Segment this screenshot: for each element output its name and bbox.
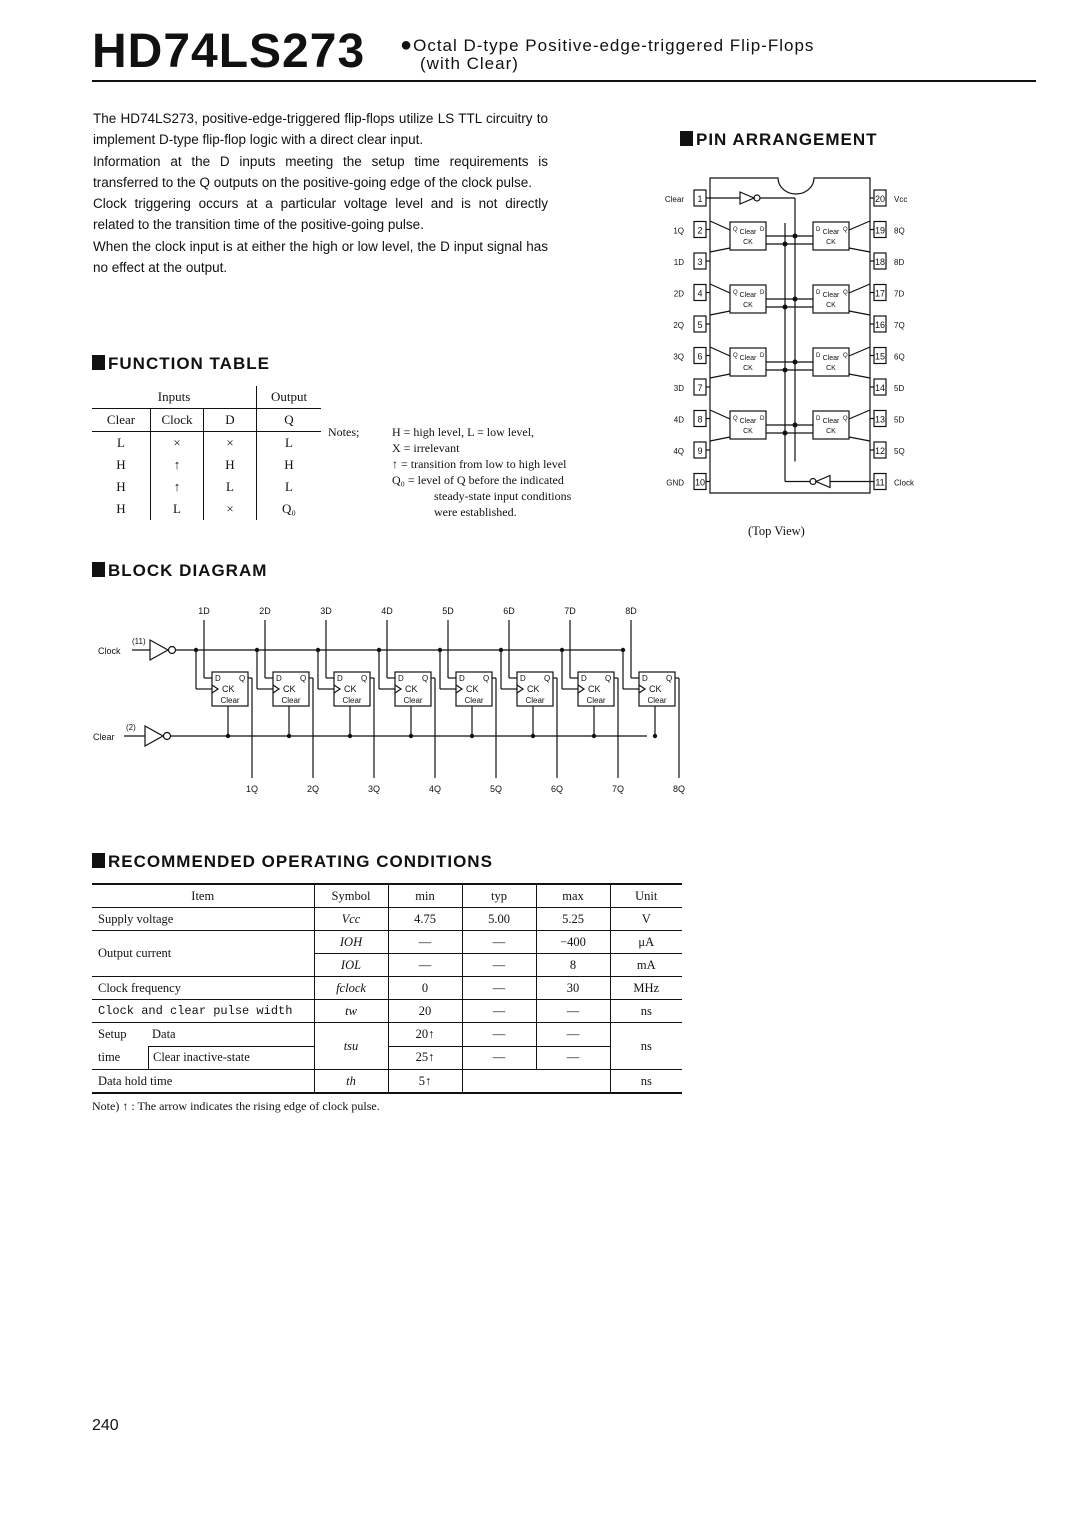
junction-dot <box>409 734 413 738</box>
function-table <box>92 386 321 520</box>
intro-paragraph: The HD74LS273, positive-edge-triggered flip-flops utilize LS TTL circuitry to implement D-type flip-flop logic with a direct clear input. <box>93 111 548 148</box>
junction-dot <box>255 648 259 652</box>
block-diagram-heading: BLOCK DIAGRAM <box>92 561 267 581</box>
ff-ck-label: CK <box>466 684 479 694</box>
pin-number: 13 <box>874 414 886 425</box>
svg-text:Q: Q <box>733 227 738 233</box>
ff-d-label: D <box>398 674 404 683</box>
setup-sub-data: Data <box>152 1026 176 1041</box>
junction-dot <box>348 734 352 738</box>
svg-text:Clear: Clear <box>822 418 840 425</box>
svg-text:Clear: Clear <box>739 355 757 362</box>
note-line: were established. <box>434 505 517 519</box>
pin-name: 4D <box>673 415 684 425</box>
table-row: H ↑ L L <box>92 476 321 498</box>
ff-d-label: D <box>581 674 587 683</box>
column-header: D <box>204 409 257 432</box>
pin-arrangement-heading: PIN ARRANGEMENT <box>680 130 878 150</box>
flip-flop-stage <box>194 606 258 794</box>
junction-dot <box>194 648 198 652</box>
pin-name: 2Q <box>673 321 684 330</box>
q-output-label: 5Q <box>489 784 503 794</box>
d-wire <box>710 248 730 252</box>
q-wire <box>710 221 730 230</box>
output-group-header: Output <box>257 386 322 409</box>
header-rule <box>92 80 1036 82</box>
note-line: H = high level, L = low level, <box>392 425 535 439</box>
table-row: Clock frequency fclock 0 — 30 MHz <box>92 977 682 1000</box>
pin-number: 16 <box>874 320 886 330</box>
pin-name: 6Q <box>894 352 905 362</box>
intro-text <box>93 108 548 278</box>
svg-text:Q: Q <box>843 416 848 422</box>
svg-text:D: D <box>760 290 765 296</box>
note-line: Q₀ = level of Q before the indicated <box>392 473 564 487</box>
ff-q-label: Q <box>422 674 429 683</box>
d-input-label: 7D <box>564 606 576 616</box>
flip-flop <box>813 222 849 250</box>
ff-ck-label: CK <box>649 684 662 694</box>
q-output-label: 2Q <box>306 784 320 794</box>
ff-d-label: D <box>642 674 648 683</box>
junction-dot <box>793 297 798 302</box>
junction-dot <box>560 648 564 652</box>
pin-name: 5Q <box>894 447 905 456</box>
d-wire <box>849 437 870 441</box>
d-input-label: 8D <box>625 606 637 616</box>
intro-paragraph: Information at the D inputs meeting the setup time requirements is transferred to the Q outputs on the positive-going edge of the clock pulse. <box>93 153 548 190</box>
note-line: ↑ = transition from low to high level <box>392 457 567 471</box>
q-output-label: 1Q <box>245 784 259 794</box>
ff-ck-label: CK <box>222 684 235 694</box>
q-output-label: 4Q <box>428 784 442 794</box>
junction-dot <box>653 734 657 738</box>
clock-edge-icon <box>639 685 645 693</box>
d-wire <box>710 437 730 441</box>
square-bullet-icon <box>680 131 693 146</box>
pin-number: 18 <box>874 257 886 267</box>
pin-number: 5 <box>697 320 703 330</box>
column-header: Symbol <box>314 884 388 908</box>
ff-clear-label: Clear <box>525 696 545 705</box>
clock-label: Clock <box>98 646 121 656</box>
flip-flop-stage <box>621 606 685 794</box>
junction-dot <box>499 648 503 652</box>
svg-text:D: D <box>816 416 821 422</box>
pin-number: 1 <box>697 194 703 204</box>
d-wire <box>849 311 870 315</box>
clock-edge-icon <box>212 685 218 693</box>
ff-clear-label: Clear <box>403 696 423 705</box>
bullet-icon: ● <box>400 34 414 56</box>
ff-q-label: Q <box>605 674 612 683</box>
svg-text:Clear: Clear <box>822 355 840 362</box>
q-wire <box>710 284 730 293</box>
flip-flop <box>730 285 766 313</box>
ff-q-label: Q <box>300 674 307 683</box>
svg-text:Q: Q <box>843 290 848 296</box>
d-input-label: 1D <box>198 606 210 616</box>
svg-text:Q: Q <box>843 227 848 233</box>
pin-number: 8 <box>697 414 703 425</box>
function-table-heading: FUNCTION TABLE <box>92 354 270 374</box>
table-row: Output current IOH — — −400 μA <box>92 931 682 954</box>
svg-text:CK: CK <box>743 428 753 435</box>
q-wire <box>710 410 730 419</box>
svg-text:Clear: Clear <box>822 229 840 236</box>
pin-name: 3Q <box>673 352 684 362</box>
column-header: Unit <box>635 888 658 903</box>
table-note: Note) ↑ : The arrow indicates the rising edge of clock pulse. <box>92 1099 380 1113</box>
square-bullet-icon <box>92 853 105 868</box>
pin-number: 12 <box>874 446 886 456</box>
flip-flop-stage <box>560 606 624 794</box>
junction-dot <box>793 234 798 239</box>
pin-name: GND <box>666 478 684 488</box>
column-header: max <box>536 884 610 908</box>
pin-name: 5D <box>894 415 905 425</box>
junction-dot <box>226 734 230 738</box>
ff-ck-label: CK <box>344 684 357 694</box>
pin-number: 20 <box>874 194 886 204</box>
svg-text:Q: Q <box>843 353 848 359</box>
svg-text:Q: Q <box>733 416 738 422</box>
svg-text:D: D <box>760 227 765 233</box>
q-output-label: 7Q <box>611 784 625 794</box>
clock-edge-icon <box>578 685 584 693</box>
ff-clear-label: Clear <box>220 696 240 705</box>
junction-dot <box>316 648 320 652</box>
pin-name: 1D <box>673 258 684 267</box>
pin-number: 3 <box>697 257 703 267</box>
pin-name: 8Q <box>894 226 905 236</box>
notes-label: Notes; <box>328 425 360 439</box>
table-row: Setup time Data Clear inactive-state tsu 20↑ — — ns <box>92 1023 682 1047</box>
d-wire <box>849 248 870 252</box>
note-line: steady-state input conditions <box>434 489 572 503</box>
q-wire <box>710 347 730 356</box>
table-row: H L × Q₀ <box>92 498 321 520</box>
ff-clear-label: Clear <box>342 696 362 705</box>
ff-ck-label: CK <box>527 684 540 694</box>
svg-text:Clear: Clear <box>739 229 757 236</box>
svg-text:Clear: Clear <box>739 418 757 425</box>
svg-text:CK: CK <box>826 428 836 435</box>
operating-conditions-heading: RECOMMENDED OPERATING CONDITIONS <box>92 852 493 872</box>
ff-clear-label: Clear <box>647 696 667 705</box>
svg-text:D: D <box>816 227 821 233</box>
q-wire <box>849 221 870 230</box>
q-wire <box>849 347 870 356</box>
clock-edge-icon <box>517 685 523 693</box>
svg-text:CK: CK <box>743 365 753 372</box>
clock-edge-icon <box>395 685 401 693</box>
pin-number: 2 <box>697 225 703 236</box>
ff-clear-label: Clear <box>586 696 606 705</box>
intro-paragraph: When the clock input is at either the high or low level, the D input signal has no effect at the output. <box>93 238 548 276</box>
package-body <box>710 178 870 493</box>
flip-flop <box>730 348 766 376</box>
ff-ck-label: CK <box>588 684 601 694</box>
junction-dot <box>438 648 442 652</box>
column-header: Clear <box>92 409 151 432</box>
table-row: IOL — — 8 mA <box>92 954 682 977</box>
clear-buffer-icon <box>145 726 163 746</box>
flip-flop-stage <box>316 606 380 794</box>
d-wire <box>710 374 730 378</box>
operating-conditions-table <box>92 883 682 1094</box>
flip-flop <box>813 348 849 376</box>
junction-dot <box>377 648 381 652</box>
square-bullet-icon <box>92 355 105 370</box>
clear-pin-number: (2) <box>126 723 136 732</box>
ff-clear-label: Clear <box>281 696 301 705</box>
pin-name: 4Q <box>673 447 684 456</box>
d-input-label: 2D <box>259 606 271 616</box>
table-row: H ↑ H H <box>92 454 321 476</box>
q-output-label: 3Q <box>367 784 381 794</box>
pin-name: 8D <box>894 258 905 267</box>
flip-flop <box>813 411 849 439</box>
setup-sub-clear: Clear inactive-state <box>148 1046 314 1070</box>
column-header: typ <box>462 884 536 908</box>
block-diagram <box>90 600 700 800</box>
table-row: Clock and clear pulse width tw 20 — — ns <box>92 1000 682 1023</box>
flip-flop-stage <box>255 606 319 794</box>
ff-d-label: D <box>337 674 343 683</box>
pin-number: 10 <box>694 477 706 488</box>
pin-number: 17 <box>874 288 886 299</box>
svg-text:CK: CK <box>826 365 836 372</box>
flip-flop-stage <box>377 606 441 794</box>
table-row: 25↑ — — <box>92 1046 682 1070</box>
ff-q-label: Q <box>666 674 673 683</box>
svg-text:D: D <box>760 416 765 422</box>
pin-name: 2D <box>673 289 684 299</box>
svg-text:CK: CK <box>826 302 836 309</box>
square-bullet-icon <box>92 562 105 577</box>
pin-number: 15 <box>874 351 886 362</box>
column-header: min <box>388 884 462 908</box>
d-input-label: 4D <box>381 606 393 616</box>
d-wire <box>710 311 730 315</box>
ff-q-label: Q <box>483 674 490 683</box>
d-wire <box>849 374 870 378</box>
q-wire <box>849 410 870 419</box>
svg-text:Q: Q <box>733 290 738 296</box>
pin-name: 3D <box>673 384 684 393</box>
column-header: Q <box>284 412 294 427</box>
header-row <box>92 884 682 908</box>
ff-ck-label: CK <box>283 684 296 694</box>
inverter-icon <box>816 476 830 488</box>
pin-name: 1Q <box>673 226 684 236</box>
column-header: Clock <box>151 409 204 432</box>
junction-dot <box>621 648 625 652</box>
ff-q-label: Q <box>544 674 551 683</box>
flip-flop <box>730 222 766 250</box>
ff-d-label: D <box>215 674 221 683</box>
ff-q-label: Q <box>239 674 246 683</box>
junction-dot <box>592 734 596 738</box>
table-row: L × × L <box>92 432 321 455</box>
junction-dot <box>793 423 798 428</box>
d-input-label: 5D <box>442 606 454 616</box>
pin-number: 4 <box>697 288 703 299</box>
table-row: Supply voltage Vcc 4.75 5.00 5.25 V <box>92 908 682 931</box>
ff-d-label: D <box>276 674 282 683</box>
flip-flop-stage <box>438 606 502 794</box>
page-subtitle <box>400 36 814 73</box>
d-input-label: 6D <box>503 606 515 616</box>
intro-paragraph: Clock triggering occurs at a particular voltage level and is not directly related to the transition time of the positive-going pulse. <box>93 196 548 233</box>
subtitle-line1: Octal D-type Positive-edge-triggered Flip-Flops <box>413 36 815 55</box>
ff-d-label: D <box>520 674 526 683</box>
svg-text:D: D <box>760 353 765 359</box>
table-row: Data hold time th 5↑ ns <box>92 1070 682 1094</box>
note-line: X = irrelevant <box>392 441 460 455</box>
clock-edge-icon <box>273 685 279 693</box>
column-header: Item <box>92 884 314 908</box>
clock-pin-number: (11) <box>132 637 146 646</box>
svg-text:Clear: Clear <box>739 292 757 299</box>
q-wire <box>849 284 870 293</box>
q-output-label: 6Q <box>550 784 564 794</box>
pin-number: 19 <box>874 225 886 236</box>
pin-number: 14 <box>874 383 886 393</box>
q-output-label: 8Q <box>672 784 686 794</box>
pin-arrangement-diagram <box>650 168 930 508</box>
junction-dot <box>470 734 474 738</box>
pin-number: 11 <box>875 477 885 488</box>
junction-dot <box>287 734 291 738</box>
svg-text:D: D <box>816 290 821 296</box>
svg-text:Clear: Clear <box>822 292 840 299</box>
flip-flop <box>730 411 766 439</box>
subtitle-line2: (with Clear) <box>420 54 519 73</box>
pin-name: 5D <box>894 384 905 393</box>
svg-text:Q: Q <box>733 353 738 359</box>
d-input-label: 3D <box>320 606 332 616</box>
page-number: 240 <box>92 1417 119 1434</box>
pin-number: 9 <box>697 446 703 456</box>
flip-flop <box>813 285 849 313</box>
clock-edge-icon <box>334 685 340 693</box>
ff-clear-label: Clear <box>464 696 484 705</box>
ff-q-label: Q <box>361 674 368 683</box>
inversion-bubble <box>164 733 171 740</box>
pin-name: Vcc <box>894 195 908 204</box>
top-view-caption: (Top View) <box>748 524 805 538</box>
junction-dot <box>531 734 535 738</box>
junction-dot <box>793 360 798 365</box>
svg-text:CK: CK <box>743 302 753 309</box>
pin-name: 7Q <box>894 321 905 330</box>
clock-edge-icon <box>456 685 462 693</box>
ff-d-label: D <box>459 674 465 683</box>
pin-number: 6 <box>697 351 703 362</box>
svg-text:CK: CK <box>826 239 836 246</box>
pin-name: 7D <box>894 289 905 299</box>
inversion-bubble <box>169 647 176 654</box>
pin-name: Clear <box>664 195 684 204</box>
pin-number: 7 <box>697 383 703 393</box>
clock-buffer-icon <box>150 640 168 660</box>
ff-ck-label: CK <box>405 684 418 694</box>
setup-label: Setup <box>98 1027 127 1041</box>
svg-text:D: D <box>816 353 821 359</box>
setup-time-label: time <box>98 1050 121 1064</box>
clear-label: Clear <box>93 732 115 742</box>
part-number: HD74LS273 <box>92 25 366 78</box>
svg-text:CK: CK <box>743 239 753 246</box>
pin-name: Clock <box>894 478 915 488</box>
inverter-icon <box>740 192 754 204</box>
flip-flop-stage <box>499 606 563 794</box>
inputs-group-header: Inputs <box>92 386 257 409</box>
